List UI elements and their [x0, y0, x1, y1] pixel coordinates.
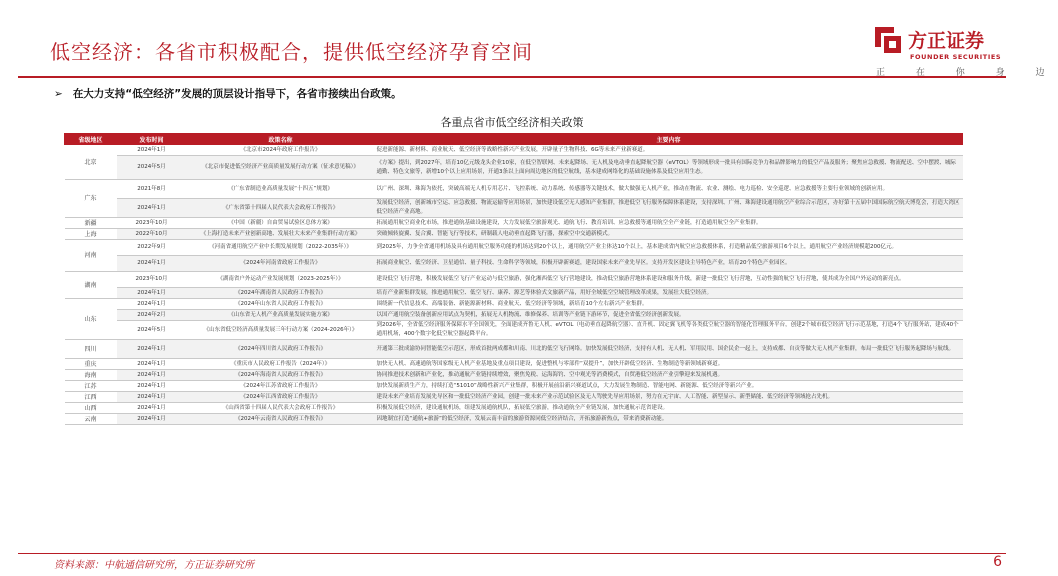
- table-row: [65, 156, 963, 180]
- cell-policy-name: 《2024年云南省人民政府工作报告》: [187, 414, 375, 425]
- cell-content: 加快发展新质生产力，持续打造“51010”战略性新兴产业集群，积极开展前沿新兴赛道试点，大力发展生物制造、智能电网、新能源、低空经济等新兴产业。: [375, 381, 963, 392]
- cell-date: 2023年10月: [117, 272, 187, 288]
- table-caption: 各重点省市低空经济相关政策: [440, 116, 584, 129]
- cell-content: 开通第三批成渝协同智能低空示范区，形成首批两成都和川南、川北的低空飞行网络。加快发展低空经济，支持有人机、无人机、军用民用、国企民企一起上，支持成都、自贡等做大无人机产业集群，布局一批低空飞行服务起降场与航线。: [375, 340, 963, 359]
- table-row: [65, 240, 963, 256]
- cell-date: 2022年10月: [117, 229, 187, 240]
- cell-policy-name: 《2024年江西省政府工作报告》: [187, 392, 375, 403]
- cell-content: 到2025年，力争全省通用机场及具有通用航空服务功能的机场达到20个以上，通用航空产业主体达10个以上，基本建成省内航空应急救援体系，打造精品低空旅游项目6个以上，通用航空产业经济规模超200亿元。: [375, 240, 963, 256]
- cell-policy-name: 《北京市2024年政府工作报告》: [187, 145, 375, 156]
- source-note: 资料来源：中航通信研究所，方正证券研究所: [54, 560, 254, 571]
- table-row: [65, 370, 963, 381]
- cell-province: 海南: [65, 370, 117, 381]
- cell-date: 2024年1月: [117, 392, 187, 403]
- table-row: [65, 256, 963, 272]
- cell-content: 培育产业新集群发展，推进通用航空、低空飞行、康养、源艺等体验式文旅新产品，用好全域低空空域管理改革成果，发展壮大低空经济。: [375, 288, 963, 299]
- table-row: [65, 272, 963, 288]
- logo-text-cn: 方正证券: [908, 30, 985, 52]
- cell-content: 积极发展低空经济，建设通航机场，组建发展通航机队，拓展低空旅游，推动通航全产业链发展，加快通航示范省建设。: [375, 403, 963, 414]
- brand-logo: [872, 22, 1058, 82]
- cell-date: 2024年1月: [117, 256, 187, 272]
- cell-content: 协同推进技术创新和产业化，推动通航产业链持续增效，聚焦免税、运海海钓、空中观光等消费模式，自贸港低空经济产业引擎迎来发展机遇。: [375, 370, 963, 381]
- cell-date: 2024年1月: [117, 414, 187, 425]
- cell-province: 重庆: [65, 359, 117, 370]
- cell-province: 湖南: [65, 272, 117, 299]
- cell-date: 2024年1月: [117, 403, 187, 414]
- cell-policy-name: 《2024年山东省人民政府工作报告》: [187, 299, 375, 310]
- table-row: [65, 321, 963, 340]
- cell-policy-name: 《2024年湖南省人民政府工作报告》: [187, 288, 375, 299]
- table-row: [65, 199, 963, 218]
- cell-province: 北京: [65, 145, 117, 180]
- cell-date: 2024年1月: [117, 199, 187, 218]
- table-body: [65, 145, 963, 425]
- cell-province: 上海: [65, 229, 117, 240]
- cell-policy-name: 《重庆市人民政府工作报告（2024年）》: [187, 359, 375, 370]
- table-row: [65, 340, 963, 359]
- cell-content: 拓展通用航空商业化市场，推进通航基础设施建设，大力发展低空旅游观光、通航飞行、教育培训、应急救援等通用航空全产业链，打造通用航空全产业集群。: [375, 218, 963, 229]
- cell-policy-name: 《广东省制造业高质量发展“十四五”规划》: [187, 180, 375, 199]
- table-row: [65, 145, 963, 156]
- arrow-bullet-icon: ➢: [54, 88, 63, 100]
- header-province: 省级地区: [65, 134, 117, 145]
- table-row: [65, 403, 963, 414]
- cell-date: 2022年9月: [117, 240, 187, 256]
- cell-date: 2024年2月: [117, 310, 187, 321]
- page-title: 低空经济：各省市积极配合，提供低空经济孕育空间: [50, 40, 533, 64]
- cell-policy-name: 《山西省第十四届人民代表大会政府工作报告》: [187, 403, 375, 414]
- cell-date: 2024年5月: [117, 321, 187, 340]
- cell-policy-name: 《中国（新疆）自由贸易试验区总体方案》: [187, 218, 375, 229]
- cell-policy-name: 《山东省无人机产业高质量发展实施方案》: [187, 310, 375, 321]
- cell-content: 发展低空经济，创新城市空运、应急救援、物流运输等应用场景，加快建设低空无人感知产业集群，推进低空飞行服务保障体系建设，支持深圳、广州、珠海建设通用航空产业综合示范区，办好第十五届中国国际航空航天博览会，打造大湾区低空经济产业高地。: [375, 199, 963, 218]
- cell-content: 突破倾转旋翼、复合翼、智能飞行等技术，研制载人电动垂直起降飞行器，探索空中交通新模式。: [375, 229, 963, 240]
- cell-policy-name: 《上海打造未来产业创新高地、发展壮大未来产业集群行动方案》: [187, 229, 375, 240]
- cell-province: 山东: [65, 299, 117, 340]
- cell-policy-name: 《河南省通用航空产业中长期发展规划（2022-2035年）》: [187, 240, 375, 256]
- table-row: [65, 288, 963, 299]
- table-header-row: [65, 134, 963, 145]
- cell-policy-name: 《湖南省户外运动产业发展规划（2023-2025年）》: [187, 272, 375, 288]
- cell-policy-name: 《2024年江苏省政府工作报告》: [187, 381, 375, 392]
- cell-province: 新疆: [65, 218, 117, 229]
- key-point: [54, 86, 402, 101]
- cell-province: 广东: [65, 180, 117, 218]
- cell-content: 《方案》提出，到2027年，培育10亿元级龙头企业10家，在低空智联网、未来起降场、无人机及电动垂直起降航空器（eVTOL）等领域形成一批具有国际竞争力和品牌影响力的低空产品及服务；聚焦应急救援、物流配送、空中摆渡、城际通勤、特色文旅等，新增10个以上应用场景，开通3条以上面向周边地区的低空航线，基本建成网络化的基础设施体系及低空应用生态。: [375, 156, 963, 180]
- cell-policy-name: 《2024年海南省人民政府工作报告》: [187, 370, 375, 381]
- cell-content: 建设低空飞行营地，积极发展低空飞行产业运动与低空旅游，强化湘西低空飞行营地建设，推动低空旅游营地体系建设和服务升级，新建一批低空飞行营地，互动性强的航空飞行营地，使其成为全国户外运动的新亮点。: [375, 272, 963, 288]
- cell-date: 2024年1月: [117, 288, 187, 299]
- cell-province: 江西: [65, 392, 117, 403]
- cell-content: 以国产通用航空装备创新应用试点为契机，拓展无人机物流、维修保养、培训等产业链下游环节，促进全省低空经济创新发展。: [375, 310, 963, 321]
- cell-date: 2024年1月: [117, 145, 187, 156]
- cell-date: 2021年8月: [117, 180, 187, 199]
- footer-rule: [18, 553, 1006, 554]
- cell-date: 2024年1月: [117, 340, 187, 359]
- table-row: [65, 381, 963, 392]
- table-row: [65, 310, 963, 321]
- cell-content: 促进新能源、新材料、商业航天、低空经济等战略性新兴产业发展，开辟量子生物科技、6G等未来产业新赛道。: [375, 145, 963, 156]
- cell-province: 云南: [65, 414, 117, 425]
- cell-date: 2024年1月: [117, 359, 187, 370]
- cell-province: 四川: [65, 340, 117, 359]
- table-row: [65, 180, 963, 199]
- header-policy-name: 政策名称: [187, 134, 375, 145]
- cell-content: 到2026年，全省低空经济服务保障水平全国领先，全面建成齐鲁无人机、eVTOL（电动垂直起降航空器）、直升机、固定翼飞机等各类低空航空器的智能化管理服务平台，创建2个城市低空经济飞行示范基地，打造4个飞行服务站，建成40个通用机场，400个数字化低空航空器起降平台。: [375, 321, 963, 340]
- cell-content: 拓展商业航空、低空经济、卫星通信、量子科技、生命科学等领域，积极开辟新赛道，建设国家未来产业先导区。支持开发区建设主导特色产业，培育20个特色产业园区。: [375, 256, 963, 272]
- cell-policy-name: 《2024年四川省人民政府工作报告》: [187, 340, 375, 359]
- table-row: [65, 299, 963, 310]
- founder-logo-icon: [872, 24, 904, 56]
- logo-slogan: 正 在 你 身 边: [876, 68, 1058, 78]
- title-rule: [18, 76, 1006, 78]
- cell-policy-name: 《北京市促进低空经济产业高质量发展行动方案（征求意见稿）》: [187, 156, 375, 180]
- cell-content: 以广州、深圳、珠海为依托，突破高端无人机专用芯片、飞控系统、动力系统、传感器等关键技术，做大做强无人机产业，推动在物流、农业、测绘、电力巡检、安全巡逻、应急救援等主要行业领域的创新应用。: [375, 180, 963, 199]
- table-row: [65, 359, 963, 370]
- table-row: [65, 392, 963, 403]
- cell-date: 2024年1月: [117, 299, 187, 310]
- table-row: [65, 414, 963, 425]
- cell-content: 因地制宜打造“通航+旅游”的低空经济，发展云南丰富的旅游资源同低空经济结合，开拓旅游新热点，带来消费新动能。: [375, 414, 963, 425]
- cell-date: 2023年10月: [117, 218, 187, 229]
- cell-content: 加快无人机、高速通航等国家级无人机产业基地及重点项目建设，促进整机与零部件“双提升”，加快开辟低空经济、生物制造等新领域新赛道。: [375, 359, 963, 370]
- cell-province: 河南: [65, 240, 117, 272]
- cell-content: 围绕新一代信息技术、高端装备、新能源新材料、商业航天、低空经济等领域，新培育10个左右新兴产业集群。: [375, 299, 963, 310]
- table-row: [65, 218, 963, 229]
- cell-province: 江苏: [65, 381, 117, 392]
- cell-policy-name: 《山东省低空经济高质量发展三年行动方案（2024-2026年）》: [187, 321, 375, 340]
- cell-province: 山西: [65, 403, 117, 414]
- header-content: 主要内容: [375, 134, 963, 145]
- logo-text-en: FOUNDER SECURITIES: [910, 53, 1002, 61]
- page-number: 6: [993, 554, 1002, 570]
- cell-date: 2024年1月: [117, 381, 187, 392]
- cell-policy-name: 《广东省第十四届人民代表大会政府工作报告》: [187, 199, 375, 218]
- cell-policy-name: 《2024年河南省政府工作报告》: [187, 256, 375, 272]
- header-date: 发布时间: [117, 134, 187, 145]
- key-point-text: 在大力支持“低空经济”发展的顶层设计指导下，各省市接续出台政策。: [72, 88, 402, 100]
- cell-content: 建设未来产业培育发展先导区和一批低空经济产业园，创建一批未来产业示范试验区及无人驾驶先导应用场景，努力在元宇宙、人工智能、新型显示、新型储能、低空经济等领域抢占先机。: [375, 392, 963, 403]
- cell-date: 2024年1月: [117, 370, 187, 381]
- policy-table: [64, 133, 963, 425]
- table-row: [65, 229, 963, 240]
- cell-date: 2024年5月: [117, 156, 187, 180]
